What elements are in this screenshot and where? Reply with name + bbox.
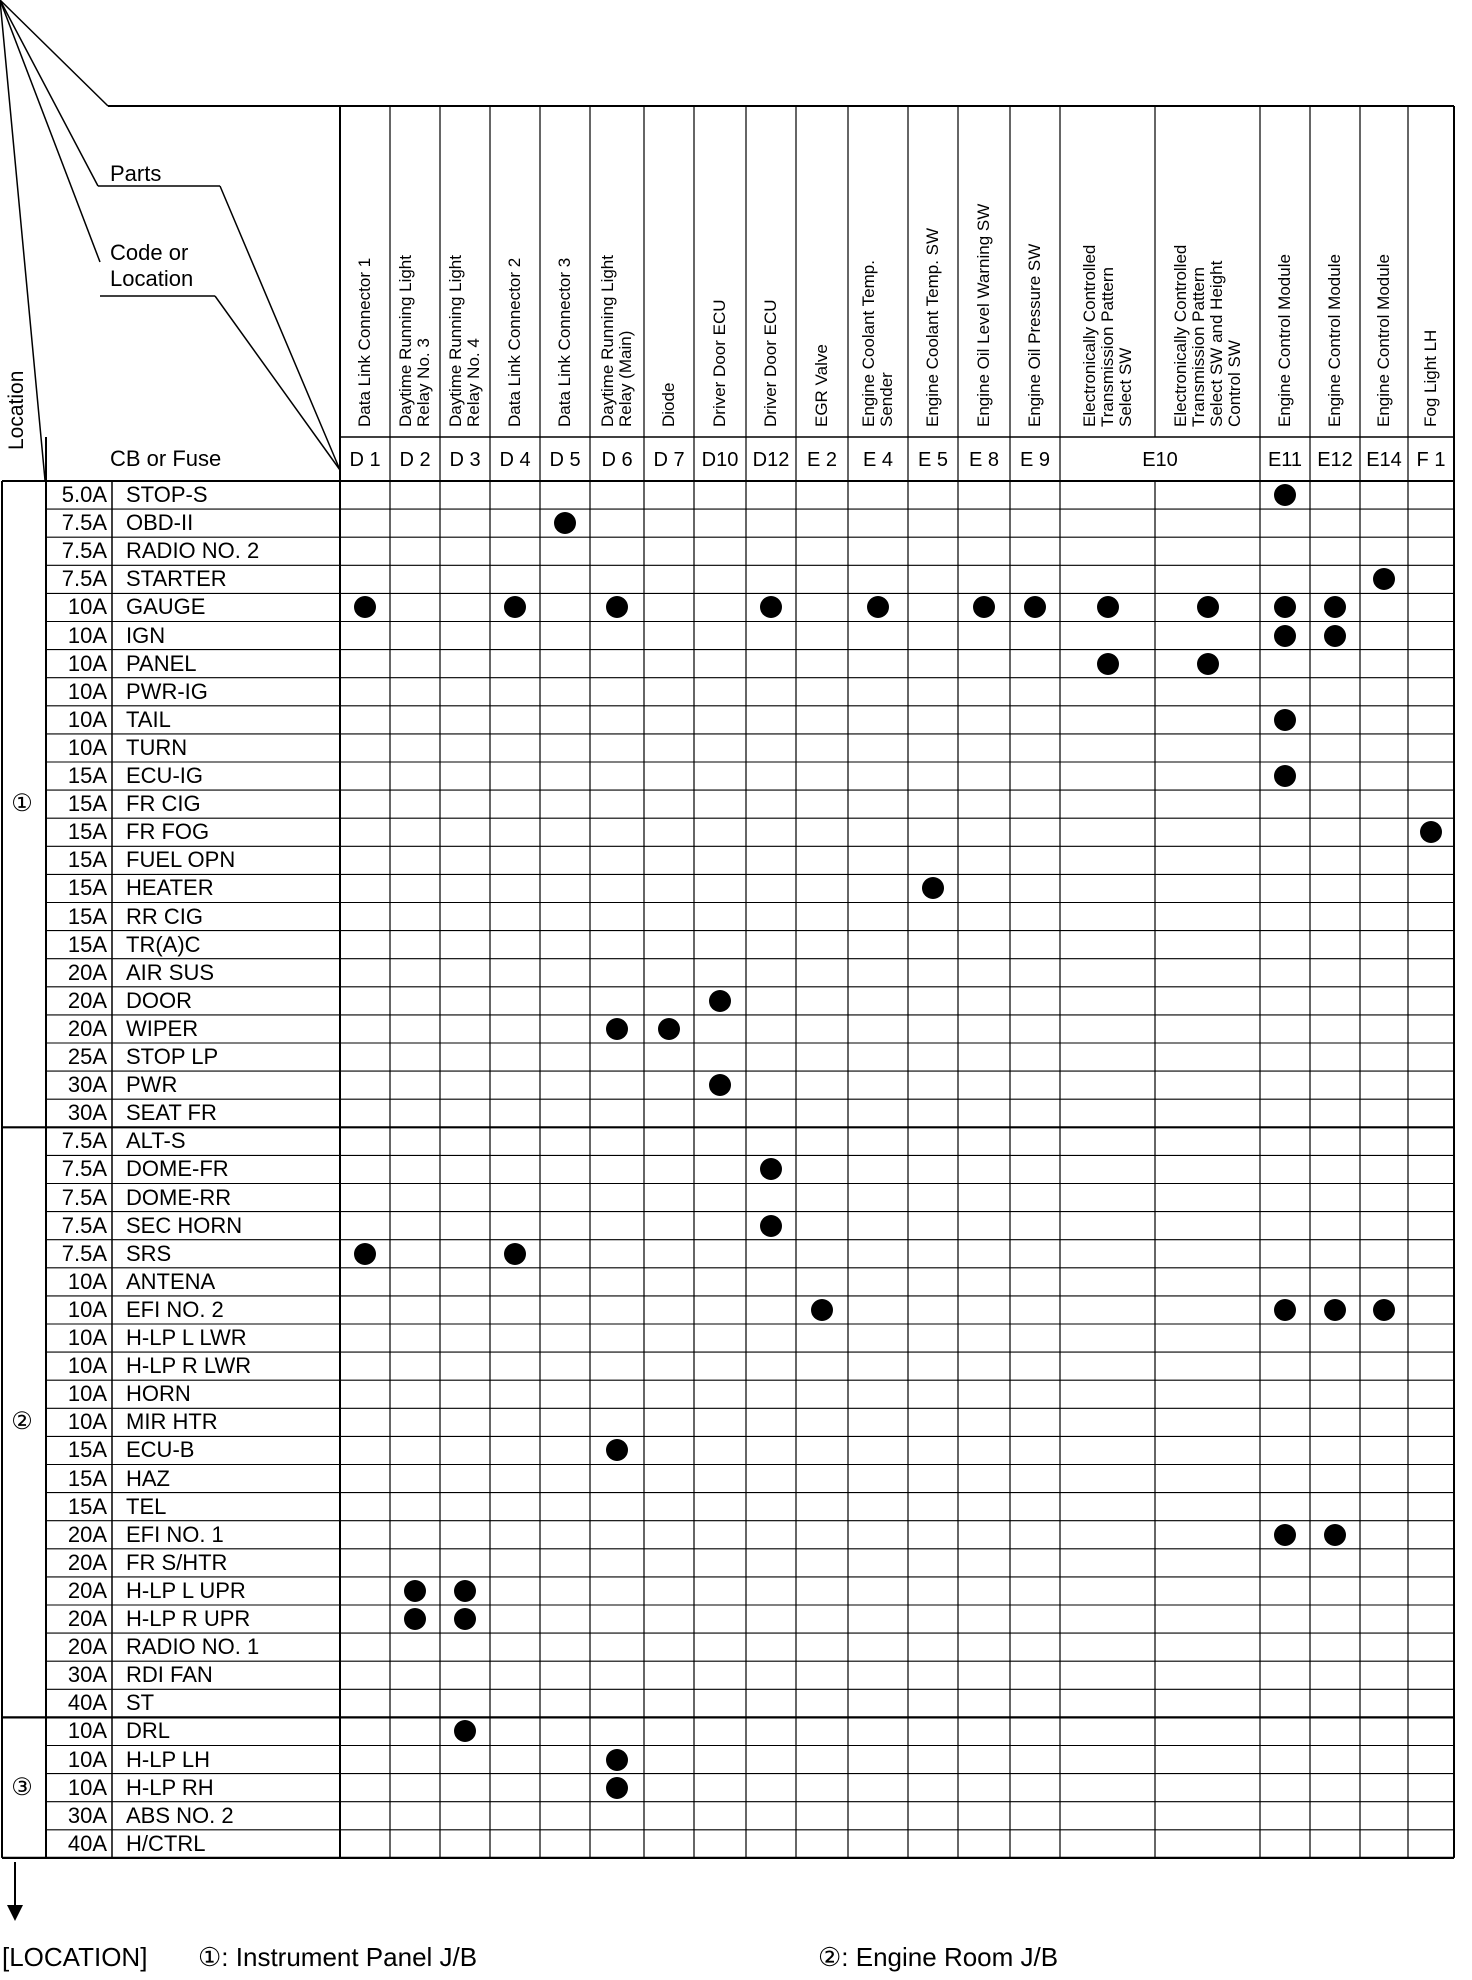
- connection-dot: [709, 990, 731, 1012]
- fuse-circuit: HAZ: [126, 1465, 170, 1491]
- fuse-amperage: 7.5A: [61, 1156, 107, 1182]
- fuse-circuit: FUEL OPN: [126, 847, 236, 873]
- fuse-circuit: H-LP R UPR: [126, 1606, 251, 1631]
- fuse-amperage: 7.5A: [61, 566, 107, 592]
- part-header: Driver Door ECU: [761, 299, 781, 427]
- fuse-circuit: FR CIG: [126, 791, 201, 817]
- part-header: Data Link Connector 2: [505, 257, 525, 427]
- part-header: Engine Control Module: [1374, 254, 1394, 427]
- diagonal-code: [0, 0, 100, 262]
- fuse-circuit: TAIL: [126, 706, 171, 732]
- part-header: Engine Coolant Temp. Sender: [859, 260, 897, 427]
- fuse-amperage: 10A: [67, 594, 107, 620]
- fuse-circuit: TR(A)C: [126, 931, 201, 957]
- connection-dot: [1274, 765, 1296, 787]
- legend-item-engine-room: ②: Engine Room J/B: [818, 1942, 1059, 1972]
- fuse-amperage: 30A: [67, 1802, 107, 1828]
- fuse-circuit: GAUGE: [126, 594, 206, 620]
- connection-dot: [404, 1580, 426, 1602]
- fuse-amperage: 10A: [67, 1409, 107, 1435]
- fuse-circuit: H-LP RH: [126, 1774, 214, 1800]
- part-code: D 3: [449, 449, 481, 471]
- fuse-circuit: PWR: [126, 1072, 178, 1098]
- location-label: Location: [5, 370, 28, 450]
- connection-dot: [606, 1749, 628, 1771]
- fuse-amperage: 20A: [67, 1549, 107, 1575]
- connection-dot: [658, 1018, 680, 1040]
- fuse-amperage: 15A: [67, 875, 107, 901]
- fuse-circuit: H-LP L LWR: [126, 1325, 247, 1350]
- fuse-circuit: ECU-IG: [126, 763, 203, 788]
- fuse-circuit: RDI FAN: [126, 1662, 213, 1688]
- fuse-amperage: 15A: [67, 1465, 107, 1491]
- part-code: E 2: [806, 449, 838, 471]
- fuse-amperage: 10A: [67, 1325, 107, 1350]
- part-header: Engine Control Module: [1275, 254, 1295, 427]
- part-header: EGR Valve: [812, 344, 832, 427]
- fuse-amperage: 10A: [67, 1774, 107, 1800]
- fuse-amperage: 15A: [67, 903, 107, 929]
- fuse-amperage: 40A: [67, 1830, 107, 1856]
- fuse-circuit: H-LP R LWR: [126, 1353, 252, 1379]
- connection-dot: [811, 1299, 833, 1321]
- connection-dot: [760, 1215, 782, 1237]
- fuse-amperage: 20A: [67, 987, 107, 1013]
- fuse-amperage: 10A: [67, 1268, 107, 1294]
- fuse-amperage: 30A: [67, 1100, 107, 1126]
- fuse-circuit: SRS: [126, 1240, 172, 1266]
- connection-dot: [354, 1243, 376, 1265]
- connection-dot: [606, 1018, 628, 1040]
- fuse-amperage: 20A: [67, 1577, 107, 1603]
- fuse-circuit: ST: [126, 1690, 155, 1716]
- fuse-circuit: IGN: [126, 622, 166, 648]
- fuse-amperage: 5.0A: [61, 482, 107, 507]
- fuse-amperage: 7.5A: [61, 1128, 107, 1154]
- fuse-amperage: 10A: [67, 678, 107, 704]
- fuse-amperage: 7.5A: [61, 1240, 107, 1266]
- fuse-circuit: SEC HORN: [126, 1212, 243, 1238]
- location-arrow: [14, 1862, 16, 1910]
- connection-dot: [1274, 1524, 1296, 1546]
- fuse-circuit: STOP-S: [126, 482, 208, 507]
- fuse-circuit: DOOR: [126, 987, 192, 1013]
- diagonal-top: [0, 0, 108, 106]
- part-code: E11: [1267, 449, 1303, 471]
- fuse-amperage: 10A: [67, 1353, 107, 1379]
- fuse-circuit: STARTER: [126, 566, 227, 592]
- part-header: Engine Coolant Temp. SW: [923, 227, 943, 427]
- part-code: E 9: [1019, 449, 1051, 471]
- part-header: Engine Oil Pressure SW: [1025, 243, 1045, 427]
- part-header: Daytime Running Light Relay No. 3: [396, 255, 434, 427]
- fuse-circuit: FR S/HTR: [126, 1549, 228, 1575]
- part-code: E 8: [968, 449, 1000, 471]
- fuse-amperage: 10A: [67, 706, 107, 732]
- fuse-amperage: 30A: [67, 1662, 107, 1688]
- legend-item-instrument-panel: ①: Instrument Panel J/B: [198, 1942, 478, 1972]
- connection-dot: [1373, 1299, 1395, 1321]
- fuse-circuit: HEATER: [126, 875, 214, 901]
- fuse-circuit: WIPER: [126, 1015, 199, 1041]
- fuse-circuit: ECU-B: [126, 1437, 195, 1463]
- connection-dot: [1324, 1524, 1346, 1546]
- connection-dot: [1097, 596, 1119, 618]
- code-label: Code or Location: [110, 240, 194, 292]
- part-code: E 5: [917, 449, 949, 471]
- connection-dot: [554, 512, 576, 534]
- fuse-circuit: RR CIG: [126, 903, 203, 929]
- location-marker: ②: [11, 1408, 33, 1436]
- fuse-amperage: 15A: [67, 1437, 107, 1463]
- part-header: Driver Door ECU: [710, 299, 730, 427]
- fuse-amperage: 15A: [67, 847, 107, 873]
- fuse-circuit: DRL: [126, 1718, 171, 1744]
- location-marker: ①: [11, 790, 33, 818]
- fuse-amperage: 40A: [67, 1690, 107, 1716]
- fuse-amperage: 10A: [67, 1381, 107, 1407]
- connection-dot: [709, 1074, 731, 1096]
- fuse-circuit: OBD-II: [126, 510, 194, 536]
- part-code: D 2: [399, 449, 431, 471]
- fuse-circuit: H-LP LH: [126, 1746, 210, 1772]
- fuse-amperage: 10A: [67, 1296, 107, 1322]
- fuse-amperage: 20A: [67, 959, 107, 985]
- part-code: E12: [1317, 449, 1353, 471]
- connection-dot: [404, 1608, 426, 1630]
- fuse-circuit: DOME-FR: [126, 1156, 229, 1182]
- part-code: D 5: [549, 449, 581, 471]
- fuse-amperage: 7.5A: [61, 1212, 107, 1238]
- fuse-amperage: 20A: [67, 1606, 107, 1631]
- fuse-circuit: PWR-IG: [126, 678, 208, 704]
- part-code: E10: [1142, 449, 1178, 471]
- fuse-circuit: EFI NO. 2: [126, 1296, 224, 1322]
- connection-dot: [1274, 1299, 1296, 1321]
- part-header: Electronically Controlled Transmission Pattern Select SW: [1079, 244, 1135, 427]
- fuse-circuit: RADIO NO. 2: [126, 538, 260, 564]
- fuse-circuit: STOP LP: [126, 1044, 219, 1069]
- part-code: D12: [752, 449, 790, 471]
- location-marker: ③: [11, 1773, 33, 1801]
- fuse-circuit: AIR SUS: [126, 959, 215, 985]
- fuse-amperage: 20A: [67, 1015, 107, 1041]
- fuse-circuit: SEAT FR: [126, 1100, 217, 1126]
- part-code: D 4: [499, 449, 531, 471]
- fuse-amperage: 10A: [67, 734, 107, 760]
- fuse-circuit: PANEL: [126, 650, 197, 676]
- connection-dot: [454, 1608, 476, 1630]
- fuse-label: CB or Fuse: [110, 446, 222, 471]
- connection-dot: [1097, 653, 1119, 675]
- connection-dot: [1197, 653, 1219, 675]
- legend-title: [LOCATION]: [2, 1942, 148, 1972]
- part-header: Daytime Running Light Relay (Main): [598, 255, 636, 427]
- fuse-amperage: 20A: [67, 1634, 107, 1660]
- part-code: E14: [1366, 449, 1402, 471]
- part-code: D 7: [653, 449, 685, 471]
- fuse-circuit: ABS NO. 2: [126, 1802, 234, 1828]
- part-code: D10: [701, 449, 739, 471]
- fuse-circuit: HORN: [126, 1381, 191, 1407]
- fuse-amperage: 10A: [67, 1718, 107, 1744]
- fuse-circuit: FR FOG: [126, 819, 210, 845]
- fuse-circuit: DOME-RR: [126, 1184, 232, 1210]
- fuse-amperage: 15A: [67, 791, 107, 817]
- fuse-circuit: H-LP L UPR: [126, 1577, 246, 1603]
- location-arrow-head: [7, 1905, 23, 1921]
- fuse-amperage: 25A: [67, 1044, 107, 1069]
- fuse-circuit: EFI NO. 1: [126, 1521, 224, 1547]
- fuse-circuit: ALT-S: [126, 1128, 186, 1154]
- fuse-amperage: 15A: [67, 763, 107, 788]
- parts-label: Parts: [110, 161, 162, 186]
- part-header: Data Link Connector 1: [355, 257, 375, 427]
- part-code: D 6: [601, 449, 633, 471]
- part-code: E 4: [862, 449, 894, 471]
- fuse-amperage: 15A: [67, 819, 107, 845]
- fuse-circuit: RADIO NO. 1: [126, 1634, 260, 1660]
- connection-dot: [606, 1777, 628, 1799]
- fuse-amperage: 20A: [67, 1521, 107, 1547]
- fuse-circuit: H/CTRL: [126, 1830, 206, 1856]
- part-header: Daytime Running Light Relay No. 4: [446, 255, 484, 427]
- connection-dot: [1197, 596, 1219, 618]
- fuse-circuit: TEL: [126, 1493, 167, 1519]
- part-code: F 1: [1416, 449, 1446, 471]
- fuse-circuit: ANTENA: [126, 1268, 216, 1294]
- part-header: Engine Control Module: [1325, 254, 1345, 427]
- fuse-amperage: 10A: [67, 622, 107, 648]
- connection-dot: [1274, 625, 1296, 647]
- connection-dot: [1274, 709, 1296, 731]
- fuse-amperage: 15A: [67, 931, 107, 957]
- part-header: Electronically Controlled Transmission Pattern Select SW and Height Control SW: [1170, 244, 1244, 427]
- part-header: Fog Light LH: [1421, 329, 1441, 427]
- fuse-circuit: MIR HTR: [126, 1409, 218, 1435]
- fuse-circuit: TURN: [126, 734, 188, 760]
- fuse-amperage: 7.5A: [61, 538, 107, 564]
- fuse-amperage: 10A: [67, 650, 107, 676]
- fuse-amperage: 30A: [67, 1072, 107, 1098]
- part-header: Engine Oil Level Warning SW: [974, 203, 994, 427]
- connection-dot: [1274, 484, 1296, 506]
- connection-dot: [1324, 625, 1346, 647]
- part-header: Data Link Connector 3: [555, 257, 575, 427]
- connection-dot: [454, 1580, 476, 1602]
- fuse-amperage: 10A: [67, 1746, 107, 1772]
- connection-dot: [504, 1243, 526, 1265]
- connection-dot: [1324, 1299, 1346, 1321]
- part-header: Diode: [659, 382, 679, 427]
- part-code: D 1: [349, 449, 381, 471]
- fuse-amperage: 15A: [67, 1493, 107, 1519]
- fuse-amperage: 7.5A: [61, 1184, 107, 1210]
- fuse-amperage: 7.5A: [61, 510, 107, 536]
